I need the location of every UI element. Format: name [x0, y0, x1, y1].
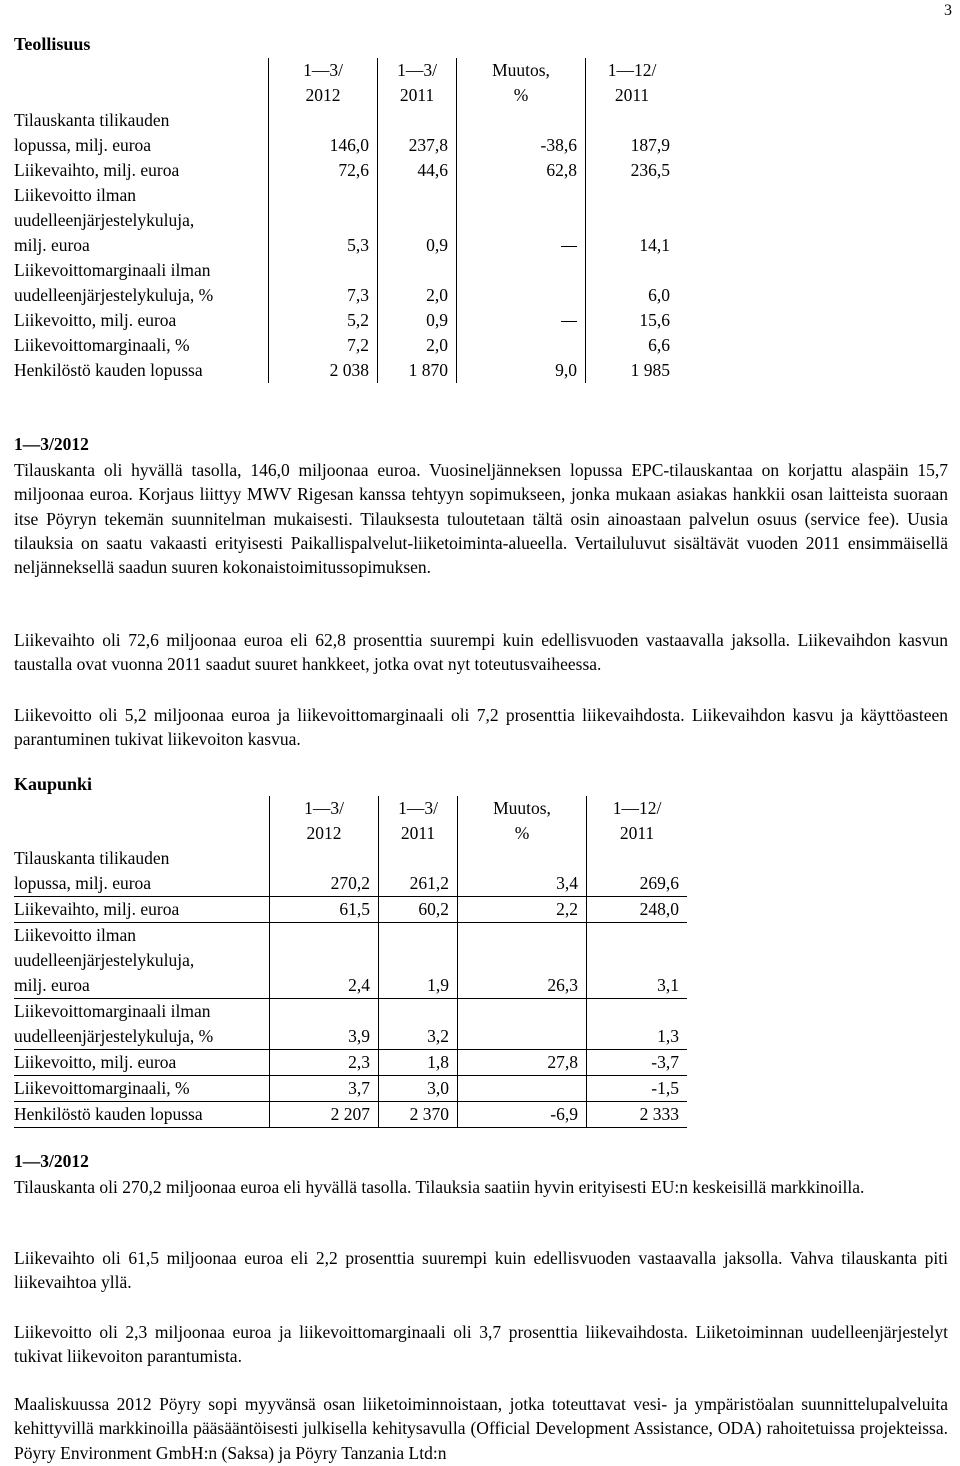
table-cell: 236,5 [586, 158, 679, 183]
table-cell: -3,7 [587, 1050, 688, 1076]
table-cell: 3,9 [270, 999, 379, 1050]
table-cell: 61,5 [270, 897, 379, 923]
table-cell: 3,2 [379, 999, 458, 1050]
table-cell: 248,0 [587, 897, 688, 923]
table-cell: -38,6 [457, 108, 586, 158]
table-cell: 6,6 [586, 333, 679, 358]
teollisuus-table [14, 58, 678, 383]
table-cell: 14,1 [586, 183, 679, 258]
table-cell: -6,9 [458, 1102, 587, 1128]
table-cell: 1 870 [378, 358, 457, 383]
paragraph-kaupunki-2: Liikevaihto oli 61,5 miljoonaa euroa eli 2,2 prosenttia suurempi kuin edellisvuoden vastaavalla jaksolla. Vahva tilauskanta piti liikevaihtoa yllä. [14, 1248, 948, 1293]
table-cell [458, 1076, 587, 1102]
table-cell: 2,3 [270, 1050, 379, 1076]
paragraph-teollisuus-3: Liikevoitto oli 5,2 miljoonaa euroa ja liikevoittomarginaali oli 7,2 prosenttia liikevaihdosta. Liikevaihdon kasvu ja käyttöasteen parantuminen tukivat liikevoiton kasvua. [14, 705, 948, 750]
table-cell: -1,5 [587, 1076, 688, 1102]
table-header-row [14, 58, 678, 108]
period-heading-kaupunki: 1—3/2012 [14, 1151, 89, 1171]
table-row [14, 158, 678, 183]
kaupunki-table [14, 796, 687, 1128]
table-cell: 15,6 [586, 308, 679, 333]
table-row [14, 1050, 687, 1076]
table-cell [457, 333, 586, 358]
table-cell: 0,9 [378, 308, 457, 333]
row-label: Liikevoitto, milj. euroa [14, 1050, 270, 1076]
table-cell: 2,2 [458, 897, 587, 923]
table-cell: 187,9 [586, 108, 679, 158]
table-cell: 5,2 [269, 308, 378, 333]
table-cell [458, 999, 587, 1050]
column-header: Muutos, % [458, 796, 587, 846]
section-title-kaupunki: Kaupunki [14, 774, 93, 794]
table-cell: 1,8 [379, 1050, 458, 1076]
table-cell: 2,0 [378, 333, 457, 358]
table-cell: 3,1 [587, 923, 688, 999]
row-label: Liikevaihto, milj. euroa [14, 897, 270, 923]
column-header: 1—3/ 2011 [378, 58, 457, 108]
table-cell: 27,8 [458, 1050, 587, 1076]
table-cell: 72,6 [269, 158, 378, 183]
table-row [14, 923, 687, 999]
table-header-row [14, 796, 687, 846]
row-label: Tilauskanta tilikauden lopussa, milj. euroa [14, 110, 170, 155]
column-header: Muutos, % [457, 58, 586, 108]
column-header: 1—3/ 2011 [379, 796, 458, 846]
table-cell: 146,0 [269, 108, 378, 158]
table-cell: 2,4 [270, 923, 379, 999]
row-label: Liikevoittomarginaali ilman uudelleenjärjestelykuluja, % [14, 999, 270, 1050]
table-cell: 62,8 [457, 158, 586, 183]
column-header: 1—3/ 2012 [270, 796, 379, 846]
table-row [14, 183, 678, 258]
table-cell: 261,2 [379, 846, 458, 897]
table-cell: 2 207 [270, 1102, 379, 1128]
table-row [14, 333, 678, 358]
table-cell: 60,2 [379, 897, 458, 923]
row-label: Liikevoittomarginaali ilman uudelleenjärjestelykuluja, % [14, 260, 214, 305]
table-cell: 5,3 [269, 183, 378, 258]
table-row [14, 358, 678, 383]
table-cell: 2 370 [379, 1102, 458, 1128]
table-row [14, 1102, 687, 1128]
table-cell: 1 985 [586, 358, 679, 383]
row-label: Liikevoittomarginaali, % [14, 1076, 270, 1102]
paragraph-kaupunki-1: Tilauskanta oli 270,2 miljoonaa euroa eli hyvällä tasolla. Tilauksia saatiin hyvin erityisesti EU:n keskeisillä markkinoilla. [14, 1177, 865, 1197]
table-cell: 6,0 [586, 258, 679, 308]
table-cell: 7,2 [269, 333, 378, 358]
row-label: Liikevaihto, milj. euroa [14, 160, 180, 180]
table-cell [457, 258, 586, 308]
row-label: Henkilöstö kauden lopussa [14, 360, 203, 380]
table-cell: 237,8 [378, 108, 457, 158]
table-cell-dash [457, 183, 586, 258]
table-row [14, 846, 687, 897]
table-cell: 3,7 [270, 1076, 379, 1102]
table-cell: 3,4 [458, 846, 587, 897]
table-row [14, 108, 678, 158]
table-row [14, 999, 687, 1050]
dash-mark [561, 321, 577, 322]
table-cell: 9,0 [457, 358, 586, 383]
table-cell: 2 333 [587, 1102, 688, 1128]
table-cell: 7,3 [269, 258, 378, 308]
column-header: 1—12/ 2011 [587, 796, 688, 846]
dash-mark [561, 246, 577, 247]
table-cell: 270,2 [270, 846, 379, 897]
row-label: Liikevoittomarginaali, % [14, 335, 190, 355]
table-row [14, 308, 678, 333]
row-label: Liikevoitto ilman uudelleenjärjestelykuluja, milj. euroa [14, 185, 195, 255]
table-cell-dash [457, 308, 586, 333]
table-row [14, 1076, 687, 1102]
period-heading-teollisuus: 1—3/2012 [14, 434, 89, 454]
table-cell: 0,9 [378, 183, 457, 258]
paragraph-teollisuus-1: Tilauskanta oli hyvällä tasolla, 146,0 miljoonaa euroa. Vuosineljänneksen lopussa EPC-tilauskantaa on korjattu alaspäin 15,7 miljoonaa euroa. Korjaus liittyy MWV Rigesan kanssa tehtyyn sopimukseen, jonka mukaan asiakas hankkii osan laitteista suoraan itse Pöyryn tekemän suunnitelman mukaisesti. Tilauksesta tuloutetaan tältä osin ainoastaan palvelun osuus (service fee). Uusia tilauksia on saatu vakaasti erityisesti Paikallispalvelut-liiketoiminta-alueella. Vertailuluvut sisältävät vuoden 2011 ensimmäisellä neljänneksellä saadun suuren kokonaistoimitussopimuksen. [14, 460, 948, 578]
table-cell: 2,0 [378, 258, 457, 308]
paragraph-kaupunki-3: Liikevoitto oli 2,3 miljoonaa euroa ja liikevoittomarginaali oli 3,7 prosenttia liikevaihdosta. Liiketoiminnan uudelleenjärjestelyt tukivat liikevoiton parantumista. [14, 1322, 948, 1367]
row-label: Liikevoitto, milj. euroa [14, 310, 177, 330]
table-cell: 1,9 [379, 923, 458, 999]
column-header: 1—12/ 2011 [586, 58, 679, 108]
section-title-teollisuus: Teollisuus [14, 34, 91, 54]
paragraph-teollisuus-2: Liikevaihto oli 72,6 miljoonaa euroa eli 62,8 prosenttia suurempi kuin edellisvuoden vastaavalla jaksolla. Liikevaihdon kasvun taustalla ovat vuonna 2011 saadut suuret hankkeet, jotka ovat nyt toteutusvaiheessa. [14, 630, 948, 675]
table-cell: 26,3 [458, 923, 587, 999]
column-header: 1—3/ 2012 [269, 58, 378, 108]
paragraph-kaupunki-4: Maaliskuussa 2012 Pöyry sopi myyvänsä osan liiketoiminnoistaan, jotka toteuttavat vesi- ja ympäristöalan suunnittelupalveluita kehittyvillä markkinoilla pääsääntöisesti julkisella kehitysavulla (Official Development Assistance, ODA) rahoitetuissa projekteissa. Pöyry Environment GmbH:n (Saksa) ja Pöyry Tanzania Ltd:n [14, 1394, 948, 1463]
row-label: Tilauskanta tilikauden lopussa, milj. euroa [14, 846, 270, 897]
row-label: Henkilöstö kauden lopussa [14, 1102, 270, 1128]
table-cell: 2 038 [269, 358, 378, 383]
table-cell: 44,6 [378, 158, 457, 183]
table-cell: 1,3 [587, 999, 688, 1050]
table-cell: 3,0 [379, 1076, 458, 1102]
table-cell: 269,6 [587, 846, 688, 897]
row-label: Liikevoitto ilman uudelleenjärjestelykuluja, milj. euroa [14, 923, 270, 999]
table-row [14, 258, 678, 308]
table-row [14, 897, 687, 923]
page-number: 3 [944, 2, 952, 19]
